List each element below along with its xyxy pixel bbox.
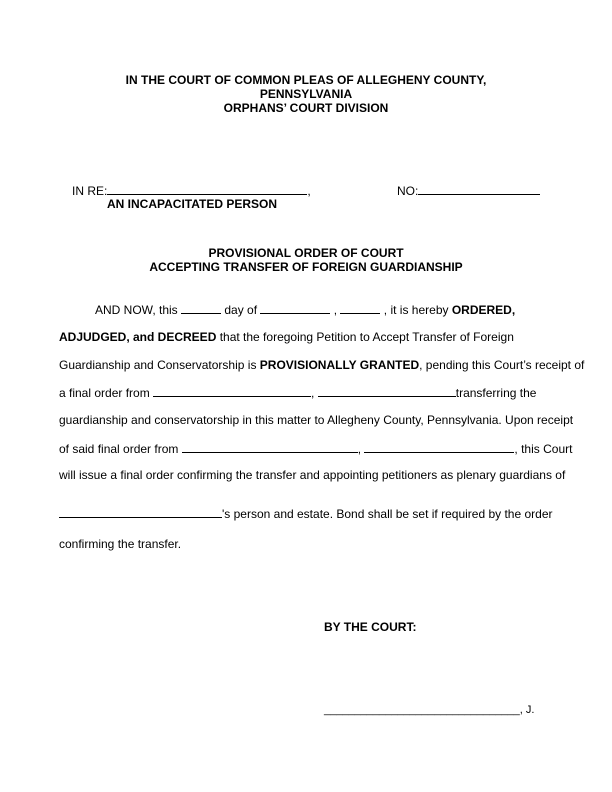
body-line-2 — [59, 330, 514, 344]
body-line-9: confirming the transfer. — [59, 537, 182, 551]
pending-receipt-text: , pending this Court’s receipt of — [419, 358, 585, 372]
foreign-court-blank-1[interactable] — [153, 385, 311, 397]
provisionally-granted-text: PROVISIONALLY GRANTED — [259, 358, 420, 372]
no-label: NO: — [397, 184, 419, 198]
comma-2: , — [357, 442, 362, 456]
ward-name-blank[interactable] — [59, 506, 222, 518]
in-re-label: IN RE: — [72, 184, 108, 198]
court-name-line-1: IN THE COURT OF COMMON PLEAS OF ALLEGHENY COUNTY, — [125, 73, 487, 87]
date-comma: , — [333, 303, 338, 317]
court-name-line-2: PENNSYLVANIA — [259, 87, 353, 101]
final-order-from-text: a final order from — [59, 386, 150, 400]
petition-text: that the foregoing Petition to Accept Transfer of Foreign — [216, 330, 514, 344]
month-blank[interactable] — [260, 302, 330, 314]
in-re-comma: , — [307, 184, 311, 198]
order-title-line-1: PROVISIONAL ORDER OF COURT — [208, 246, 404, 260]
comma-1: , — [311, 386, 315, 400]
guardianship-text: Guardianship and Conservatorship is — [59, 358, 260, 372]
by-the-court-label: BY THE COURT: — [324, 620, 417, 634]
day-blank[interactable] — [181, 302, 221, 314]
body-line-3 — [59, 358, 584, 372]
in-re-name-blank[interactable] — [107, 183, 307, 195]
body-line-6 — [59, 441, 572, 456]
foreign-jurisdiction-blank-1[interactable] — [318, 385, 456, 397]
and-now-text: AND NOW, this — [95, 303, 178, 317]
body-line-5: guardianship and conservatorship in this matter to Allegheny County, Pennsylvania. Upon receipt — [59, 413, 574, 427]
person-estate-text: 's person and estate. Bond shall be set if required by the order — [222, 507, 553, 521]
incapacitated-person-label: AN INCAPACITATED PERSON — [107, 197, 278, 211]
body-line-1 — [95, 302, 515, 317]
body-line-8 — [59, 506, 553, 521]
in-re-caption — [72, 183, 311, 198]
foreign-court-blank-2[interactable] — [182, 441, 358, 453]
order-title-line-2: ACCEPTING TRANSFER OF FOREIGN GUARDIANSHIP — [149, 260, 463, 274]
said-final-order-text: of said final order from — [59, 442, 179, 456]
day-of-text: day of — [224, 303, 258, 317]
docket-number-caption — [397, 183, 540, 198]
body-line-4 — [59, 385, 536, 400]
body-line-7: will issue a final order confirming the transfer and appointing petitioners as plenary guardians of — [59, 468, 566, 482]
transferring-text: transferring the — [455, 386, 537, 400]
foreign-jurisdiction-blank-2[interactable] — [364, 441, 514, 453]
court-division: ORPHANS’ COURT DIVISION — [223, 101, 389, 115]
ordered-text: ORDERED, — [451, 303, 516, 317]
adjudged-decreed-text: ADJUDGED, and DECREED — [59, 330, 217, 344]
year-blank[interactable] — [340, 302, 380, 314]
this-court-text: , this Court — [514, 442, 573, 456]
hereby-text: , it is hereby — [383, 303, 449, 317]
judge-signature-line[interactable]: ________________________________, J. — [324, 704, 535, 716]
docket-number-blank[interactable] — [418, 183, 540, 195]
